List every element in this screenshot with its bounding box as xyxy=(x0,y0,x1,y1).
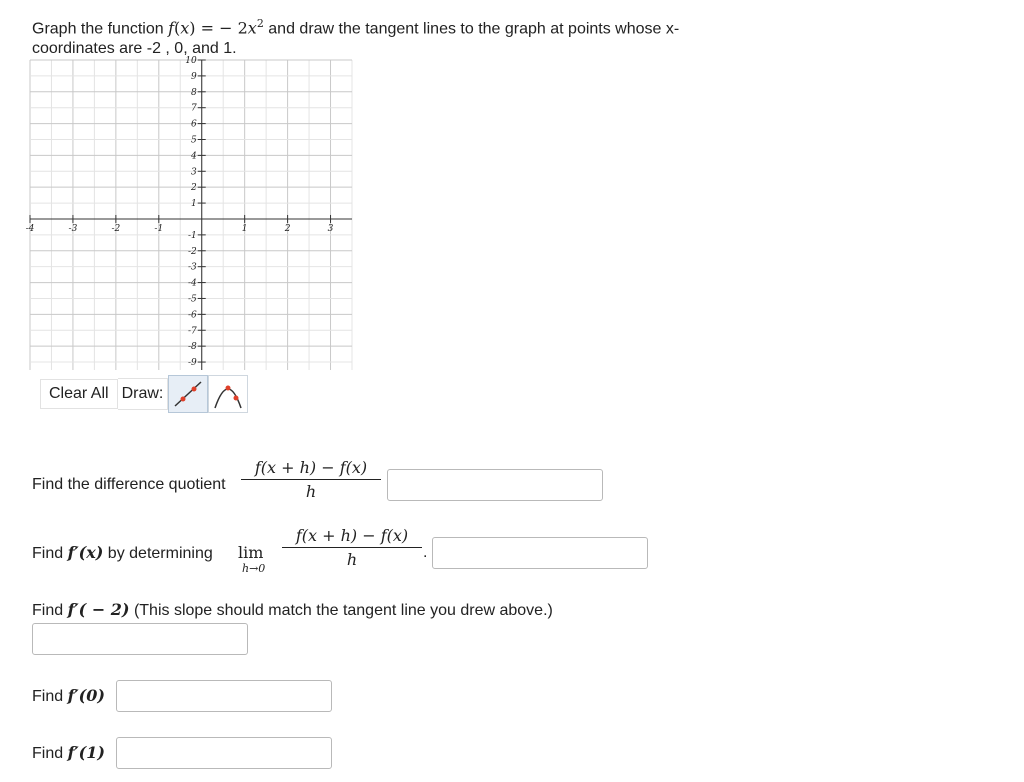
derivative-answer[interactable] xyxy=(432,537,648,569)
fraction-numerator: f(x + h) − f(x) xyxy=(295,526,409,545)
parabola-tool-button[interactable] xyxy=(208,375,248,413)
fraction-denominator: h xyxy=(305,482,317,501)
function-variable: x xyxy=(180,18,190,38)
f-prime-0-answer[interactable] xyxy=(116,680,332,712)
slope-input[interactable] xyxy=(33,624,251,656)
y-tick-label: -5 xyxy=(187,294,197,305)
parabola-icon xyxy=(209,376,247,412)
x-tick-label: -1 xyxy=(154,223,164,234)
difference-quotient-label: Find the difference quotient xyxy=(32,476,226,493)
y-tick-label: -6 xyxy=(187,310,197,321)
clear-all-button[interactable]: Clear All xyxy=(40,379,118,409)
derivative-input[interactable] xyxy=(433,538,651,570)
question-text-post: and draw the tangent lines to the graph at points whose x- xyxy=(263,20,680,38)
slope-fn: f′( − 2) xyxy=(67,600,130,619)
f-prime-0-input[interactable] xyxy=(117,681,335,713)
x-tick-label: -2 xyxy=(111,223,121,234)
difference-quotient-answer[interactable] xyxy=(387,469,603,501)
f-prime-1-answer[interactable] xyxy=(116,737,332,769)
slope-answer[interactable] xyxy=(32,623,248,655)
y-tick-label: 1 xyxy=(190,199,197,210)
y-tick-label: 7 xyxy=(190,103,197,114)
x-tick-label: 1 xyxy=(241,223,248,234)
question-text: Graph the function xyxy=(32,20,169,38)
f-prime-1-input[interactable] xyxy=(117,738,335,770)
x-tick-label: 2 xyxy=(284,223,291,234)
line-icon xyxy=(169,376,207,412)
graph-canvas[interactable] xyxy=(25,56,352,370)
y-tick-label: 3 xyxy=(190,167,197,178)
difference-quotient-fraction xyxy=(241,458,381,501)
derivative-limit-label: Find f′(x) by determining xyxy=(32,543,213,562)
function-exponent: 2 xyxy=(256,17,264,30)
y-tick-label: -2 xyxy=(187,246,197,257)
derivative-fn: f′(x) xyxy=(67,543,104,562)
limit-subscript: h→0 xyxy=(242,562,266,575)
derivative-limit-fraction xyxy=(282,526,422,569)
function-name: f xyxy=(168,18,175,38)
y-tick-label: -3 xyxy=(187,262,197,273)
function-rhs-variable: x xyxy=(247,18,257,38)
y-tick-label: 6 xyxy=(190,119,197,130)
slope-question-label: Find f′( − 2) (This slope should match the tangent line you drew above.) xyxy=(32,600,553,619)
question-line-1: Graph the function f(x) = − $2x^2$ and draw the tangent lines to the graph at points whose x- xyxy=(32,17,680,38)
y-tick-label: 4 xyxy=(190,151,197,162)
limit-operator: lim xyxy=(238,543,264,562)
difference-quotient-input[interactable] xyxy=(388,470,606,502)
fraction-denominator: h xyxy=(346,550,358,569)
line-tool-button[interactable] xyxy=(168,375,208,413)
x-tick-label: 3 xyxy=(327,223,334,234)
draw-toolbar xyxy=(40,378,248,410)
x-tick-label: -3 xyxy=(68,223,78,234)
y-tick-label: -1 xyxy=(187,230,197,241)
y-tick-label: 9 xyxy=(190,71,197,82)
f-prime-0-label: Find f′(0) xyxy=(32,686,105,705)
y-tick-label: 8 xyxy=(190,87,197,98)
y-tick-label: 10 xyxy=(185,56,197,66)
f-prime-1-label: Find f′(1) xyxy=(32,743,105,762)
y-tick-label: -7 xyxy=(187,326,197,337)
y-tick-label: 5 xyxy=(190,135,197,146)
question-line-2: coordinates are -2 , 0, and 1. xyxy=(32,40,237,57)
function-equals: = − 2 xyxy=(195,18,248,38)
fraction-numerator: f(x + h) − f(x) xyxy=(254,458,368,477)
y-tick-label: -8 xyxy=(187,342,197,353)
x-tick-label: -4 xyxy=(25,223,35,234)
y-tick-label: -9 xyxy=(187,358,197,369)
y-tick-label: 2 xyxy=(190,183,197,194)
y-tick-label: -4 xyxy=(187,278,197,289)
period: . xyxy=(423,544,428,561)
draw-label: Draw: xyxy=(118,378,169,410)
